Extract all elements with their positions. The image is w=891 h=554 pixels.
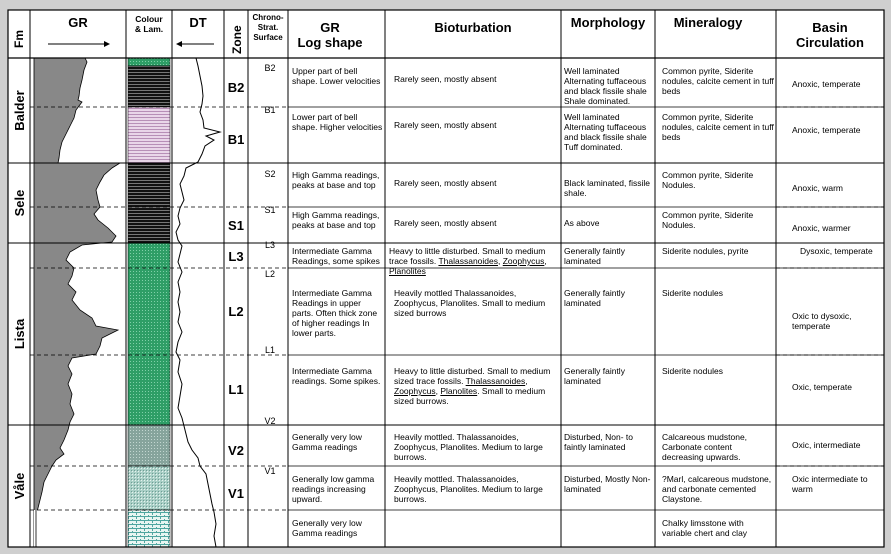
mineralogy-cell: Chalky limsstone with variable chert and clay: [662, 518, 748, 538]
zone-label-l1: L1: [228, 382, 244, 397]
header-gr-log-2: Log shape: [297, 35, 363, 50]
bioturbation-cell: Heavily mottled Thalassanoides, Zoophycus, Planolites. Small to medium sized burrows: [394, 288, 546, 318]
surface-label-l3: L3: [264, 240, 276, 250]
basin-circulation-cell: Oxic to dysoxic, temperate: [792, 311, 852, 331]
morphology-cell: As above: [564, 218, 600, 228]
basin-circulation-cell: Anoxic, temperate: [792, 79, 861, 89]
zone-label-l2: L2: [228, 304, 244, 319]
bioturbation-cell: Rarely seen, mostly absent: [394, 178, 497, 188]
morphology-cell: Disturbed, Non- to faintly laminated: [564, 432, 633, 452]
bioturbation-cell: Heavy to little disturbed. Small to medium trace fossils. Thalassanoides, Zoophycus, Planolites: [389, 246, 547, 276]
morphology-cell: Generally faintly laminated: [564, 288, 625, 308]
mineralogy-cell: Common pyrite, Siderite nodules, calcite cement in tuff beds: [662, 66, 774, 96]
mineralogy-cell: Calcareous mudstone, Carbonate content decreasing upwards.: [662, 432, 748, 462]
formation-label-sele: Sele: [12, 189, 27, 217]
surface-label-b1: B1: [264, 105, 276, 115]
mineralogy-cell: Siderite nodules, pyrite: [662, 246, 749, 256]
surface-label-v2: V2: [264, 416, 276, 426]
header-bioturbation: Bioturbation: [434, 20, 512, 35]
zone-label-s1: S1: [228, 218, 244, 233]
header-gr: GR: [68, 15, 88, 30]
header-zone: Zone: [230, 25, 244, 54]
basin-circulation-cell: Oxic, intermediate: [792, 440, 861, 450]
log-shape-cell: Intermediate Gamma readings. Some spikes.: [292, 366, 381, 386]
header-lam: & Lam.: [134, 24, 164, 34]
log-shape-cell: Generally very low Gamma readings: [292, 518, 362, 538]
morphology-cell: Generally faintly laminated: [564, 366, 625, 386]
log-shape-cell: Generally very low Gamma readings: [292, 432, 362, 452]
log-shape-cell: Intermediate Gamma Readings in upper parts. Often thick zone of higher readings In lower parts.: [292, 288, 378, 338]
header-morphology: Morphology: [570, 15, 646, 30]
header-basin: Basin: [812, 20, 848, 35]
bioturbation-cell: Heavily mottled. Thalassanoides, Zoophycus, Planolites. Medium to large burrows.: [394, 432, 543, 462]
zone-label-b2: B2: [227, 80, 245, 95]
morphology-cell: Generally faintly laminated: [564, 246, 625, 266]
basin-circulation-cell: [792, 518, 882, 545]
mineralogy-cell: Siderite nodules: [662, 288, 723, 298]
basin-circulation-cell: Anoxic, warmer: [792, 223, 851, 233]
header-dt: DT: [189, 15, 207, 30]
bioturbation-cell: Rarely seen, mostly absent: [394, 74, 497, 84]
log-shape-cell: High Gamma readings, peaks at base and top: [292, 170, 380, 190]
mineralogy-cell: Common pyrite, Siderite Nodules.: [662, 210, 754, 230]
header-chrono-2: Strat.: [257, 23, 279, 32]
bioturbation-cell: Heavily mottled. Thalassanoides, Zoophycus, Planolites. Medium to large burrows.: [394, 474, 543, 504]
header-mineralogy: Mineralogy: [673, 15, 743, 30]
surface-label-b2: B2: [264, 63, 276, 73]
log-shape-cell: Intermediate Gamma Readings, some spikes: [292, 246, 380, 266]
mineralogy-cell: Common pyrite, Siderite nodules, calcite cement in tuff beds: [662, 112, 774, 142]
surface-label-s2: S2: [264, 169, 276, 179]
formation-label-lista: Lista: [12, 318, 27, 350]
colour-lamination-column: [128, 58, 170, 547]
header-chrono-1: Chrono-: [252, 13, 284, 22]
morphology-cell: Black laminated, fissile shale.: [564, 178, 650, 198]
basin-circulation-cell: Dysoxic, temperate: [800, 246, 873, 256]
header-circulation: Circulation: [796, 35, 864, 50]
basin-circulation-cell: Anoxic, warm: [792, 183, 844, 193]
header-colour: Colour: [135, 14, 163, 24]
formation-label-våle: Våle: [12, 472, 27, 500]
basin-circulation-cell: Anoxic, temperate: [792, 125, 861, 135]
log-shape-cell: Generally low gamma readings increasing upward.: [292, 474, 375, 504]
surface-label-l2: L2: [264, 269, 276, 279]
zone-label-v2: V2: [228, 443, 244, 458]
zone-label-b1: B1: [227, 132, 245, 147]
zone-label-l3: L3: [228, 249, 244, 264]
morphology-cell: [564, 518, 654, 545]
basin-circulation-cell: Oxic intermediate to warm: [792, 474, 868, 494]
morphology-cell: Disturbed, Mostly Non-laminated: [564, 474, 651, 494]
morphology-cell: Well laminated Alternating tuffaceous and black fissile shale Tuff dominated.: [564, 112, 647, 152]
mineralogy-cell: Siderite nodules: [662, 366, 723, 376]
header-chrono-3: Surface: [253, 33, 283, 42]
header-fm: Fm: [12, 30, 26, 48]
morphology-cell: Well laminated Alternating tuffaceous and black fissile shale Shale dominated.: [564, 66, 647, 106]
surface-label-l1: L1: [264, 345, 276, 355]
bioturbation-cell: Heavy to little disturbed. Small to medium sized trace fossils. Thalassanoides, Zoophycus, Planolites. Small to medium sized burrows.: [394, 366, 551, 406]
formation-label-balder: Balder: [12, 90, 27, 131]
bioturbation-cell: Rarely seen, mostly absent: [394, 218, 497, 228]
surface-label-s1: S1: [264, 205, 276, 215]
mineralogy-cell: ?Marl, calcareous mudstone, and carbonate cemented Claystone.: [662, 474, 772, 504]
surface-label-v1: V1: [264, 466, 276, 476]
header-gr-log-1: GR: [320, 20, 340, 35]
bioturbation-cell: Rarely seen, mostly absent: [394, 120, 497, 130]
log-shape-cell: Upper part of bell shape. Lower velocities: [292, 66, 381, 86]
zone-label-v1: V1: [228, 486, 244, 501]
log-shape-cell: Lower part of bell shape. Higher velocities: [292, 112, 383, 132]
log-shape-cell: High Gamma readings, peaks at base and top: [292, 210, 380, 230]
mineralogy-cell: Common pyrite, Siderite Nodules.: [662, 170, 754, 190]
bioturbation-cell: [394, 518, 558, 545]
basin-circulation-cell: Oxic, temperate: [792, 382, 852, 392]
